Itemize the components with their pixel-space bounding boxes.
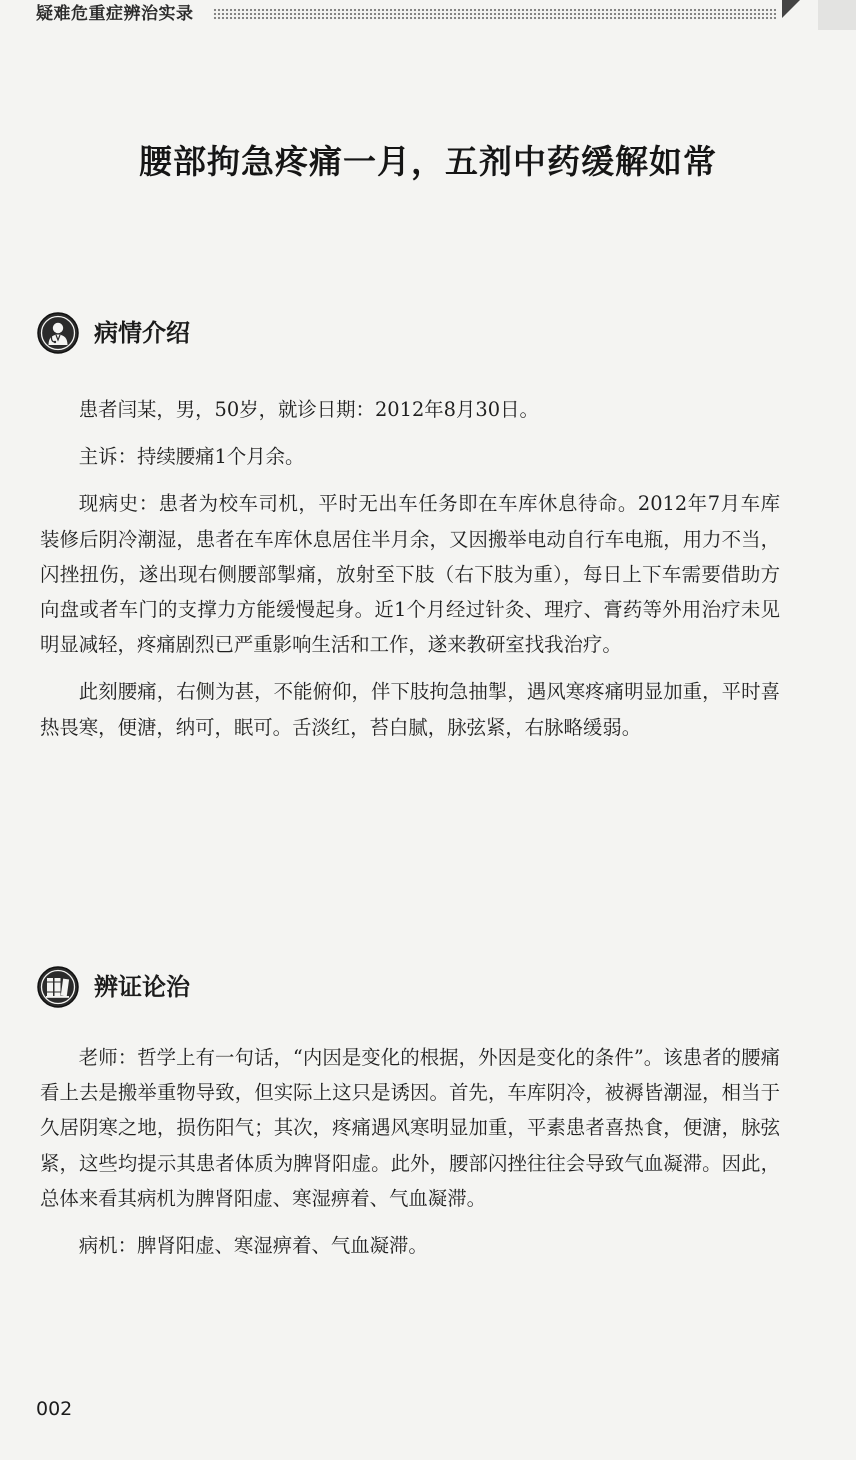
doctor-icon (36, 311, 80, 355)
paragraph: 此刻腰痛，右侧为甚，不能俯仰，伴下肢拘急抽掣，遇风寒疼痛明显加重，平时喜热畏寒，便溏，纳可，眠可。舌淡红，苔白腻，脉弦紧，右脉略缓弱。 (40, 680, 780, 739)
page-title: 腰部拘急疼痛一月，五剂中药缓解如常 (139, 142, 717, 181)
header-dotted-rule (213, 8, 776, 20)
page-number: 002 (36, 1398, 73, 1420)
running-header (0, 0, 856, 30)
section-body-diagnosis (40, 1040, 780, 1275)
paragraph: 病机：脾肾阳虚、寒湿痹着、气血凝滞。 (78, 1234, 428, 1258)
header-page-edge (818, 0, 856, 30)
books-icon (36, 965, 80, 1009)
paragraph: 老师：哲学上有一句话，“内因是变化的根据，外因是变化的条件”。该患者的腰痛看上去是搬举重物导致，但实际上这只是诱因。首先，车库阴冷，被褥皆潮湿，相当于久居阴寒之地，损伤阳气；其次，疼痛遇风寒明显加重，平素患者喜热食，便溏，脉弦紧，这些均提示其患者体质为脾肾阳虚。此外，腰部闪挫往往会导致气血凝滞。因此，总体来看其病机为脾肾阳虚、寒湿痹着、气血凝滞。 (40, 1046, 780, 1210)
section-title: 病情介绍 (94, 319, 190, 347)
section-body-condition (40, 392, 780, 757)
section-header-condition (36, 308, 190, 358)
section-title: 辨证论治 (94, 973, 190, 1001)
paragraph: 患者闫某，男，50岁，就诊日期：2012年8月30日。 (78, 398, 539, 421)
header-corner-triangle (782, 0, 804, 30)
paragraph: 现病史：患者为校车司机，平时无出车任务即在车库休息待命。2012年7月车库装修后阴冷潮湿，患者在车库休息居住半月余，又因搬举电动自行车电瓶，用力不当，闪挫扭伤，遂出现右侧腰部掣痛，放射至下肢（右下肢为重），每日上下车需要借助方向盘或者车门的支撑力方能缓慢起身。近1个月经过针灸、理疗、膏药等外用治疗未见明显减轻，疼痛剧烈已严重影响生活和工作，遂来教研室找我治疗。 (40, 492, 780, 657)
book-title: 疑难危重症辨治实录 (36, 4, 194, 24)
section-header-diagnosis (36, 962, 190, 1012)
paragraph: 主诉：持续腰痛1个月余。 (78, 445, 305, 469)
